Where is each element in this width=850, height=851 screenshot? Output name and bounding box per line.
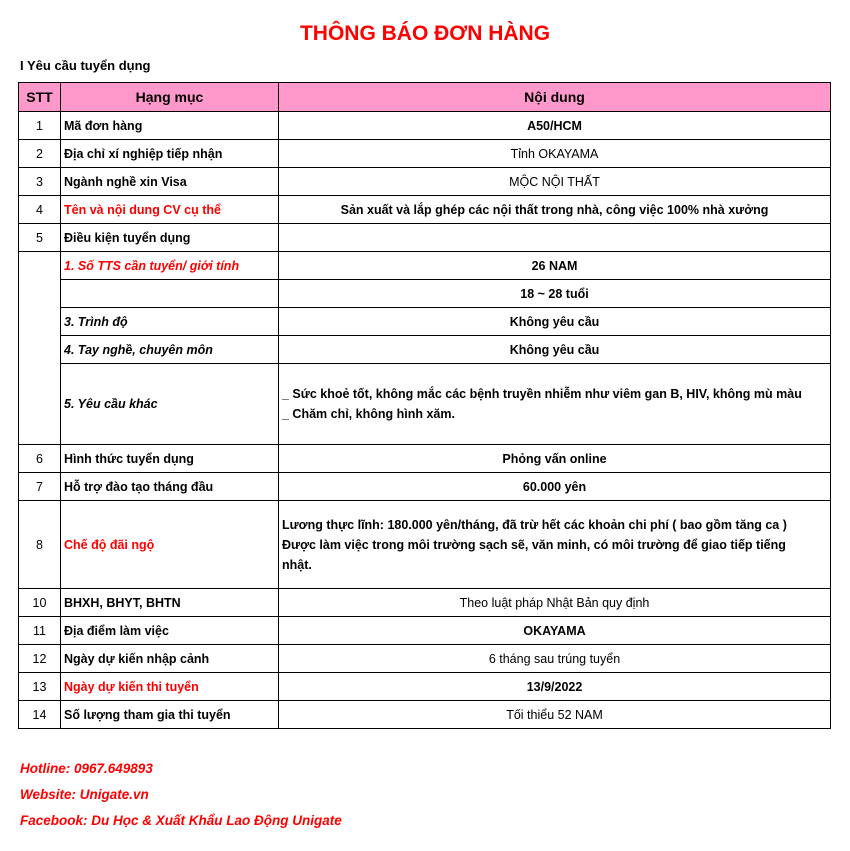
row-stt: 7 [19,473,61,501]
page-title: THÔNG BÁO ĐƠN HÀNG [299,22,551,45]
table-row [19,617,831,645]
table-row [19,364,831,445]
table-row [19,280,831,308]
benefit-line: nhật. [282,557,312,572]
benefit-line: Lương thực lĩnh: 180.000 yên/tháng, đã trừ hết các khoản chi phí ( bao gồm tăng ca ) [282,517,787,532]
row-value [279,501,831,589]
table-row [19,473,831,501]
table-row [19,308,831,336]
table-header-row [19,83,831,112]
row-value: Tỉnh OKAYAMA [279,140,831,168]
header-content: Nội dung [279,83,831,112]
requirement-line: _ Chăm chỉ, không hình xăm. [282,407,455,421]
row-stt: 2 [19,140,61,168]
row-value: Phỏng vấn online [279,445,831,473]
row-category: Số lượng tham gia thi tuyển [61,701,279,729]
table-row [19,252,831,280]
row-value: 13/9/2022 [279,673,831,701]
row-value: 18 ~ 28 tuổi [279,280,831,308]
table-row [19,673,831,701]
order-table [18,82,831,729]
row-category: 3. Trình độ [61,308,279,336]
row-category: Điều kiện tuyển dụng [61,224,279,252]
table-row [19,445,831,473]
benefit-line: Được làm việc trong môi trường sạch sẽ, văn minh, có môi trường để giao tiếp tiếng [282,537,786,552]
row-stt: 10 [19,589,61,617]
table-row [19,701,831,729]
row-value: OKAYAMA [279,617,831,645]
row-stt: 6 [19,445,61,473]
row-category: 4. Tay nghề, chuyên môn [61,336,279,364]
row-value: Không yêu cầu [279,308,831,336]
row-category: Ngành nghề xin Visa [61,168,279,196]
row-value: 6 tháng sau trúng tuyển [279,645,831,673]
row-category: Mã đơn hàng [61,112,279,140]
row-value: Không yêu cầu [279,336,831,364]
row-category: Địa điểm làm việc [61,617,279,645]
row-value: Sản xuất và lắp ghép các nội thất trong nhà, công việc 100% nhà xưởng [279,196,831,224]
row-value: A50/HCM [279,112,831,140]
row-stt: 12 [19,645,61,673]
row-category: 5. Yêu cầu khác [61,364,279,445]
table-row [19,589,831,617]
row-stt: 1 [19,112,61,140]
row-category: Tên và nội dung CV cụ thể [61,196,279,224]
row-stt: 11 [19,617,61,645]
row-category: Chế độ đãi ngộ [61,501,279,589]
row-stt: 5 [19,224,61,252]
row-category: Hỗ trợ đào tạo tháng đầu [61,473,279,501]
facebook-link[interactable]: Facebook: Du Học & Xuất Khẩu Lao Động Unigate [20,813,342,828]
header-category: Hạng mục [61,83,279,112]
hotline-text: Hotline: 0967.649893 [20,761,153,776]
table-row [19,336,831,364]
row-category: Địa chỉ xí nghiệp tiếp nhận [61,140,279,168]
table-row [19,196,831,224]
row-category: Hình thức tuyển dụng [61,445,279,473]
row-stt [19,252,61,445]
row-stt: 3 [19,168,61,196]
row-category: Ngày dự kiến thi tuyển [61,673,279,701]
table-row [19,501,831,589]
row-value: 26 NAM [279,252,831,280]
requirement-line: _ Sức khoẻ tốt, không mắc các bệnh truyền nhiễm như viêm gan B, HIV, không mù màu [282,387,802,401]
table-row [19,112,831,140]
table-row [19,645,831,673]
section-heading: I Yêu cầu tuyển dụng [20,58,151,73]
row-value: MỘC NỘI THẤT [279,168,831,196]
header-stt: STT [19,83,61,112]
table-row [19,140,831,168]
table-row [19,224,831,252]
row-value [279,224,831,252]
row-stt: 4 [19,196,61,224]
row-category [61,280,279,308]
row-value: Theo luật pháp Nhật Bản quy định [279,589,831,617]
table-row [19,168,831,196]
row-category: BHXH, BHYT, BHTN [61,589,279,617]
row-stt: 8 [19,501,61,589]
website-link[interactable]: Website: Unigate.vn [20,787,149,802]
row-value: Tối thiểu 52 NAM [279,701,831,729]
row-stt: 14 [19,701,61,729]
row-value [279,364,831,445]
row-category: 1. Số TTS cần tuyển/ giới tính [61,252,279,280]
row-stt: 13 [19,673,61,701]
row-category: Ngày dự kiến nhập cảnh [61,645,279,673]
row-value: 60.000 yên [279,473,831,501]
